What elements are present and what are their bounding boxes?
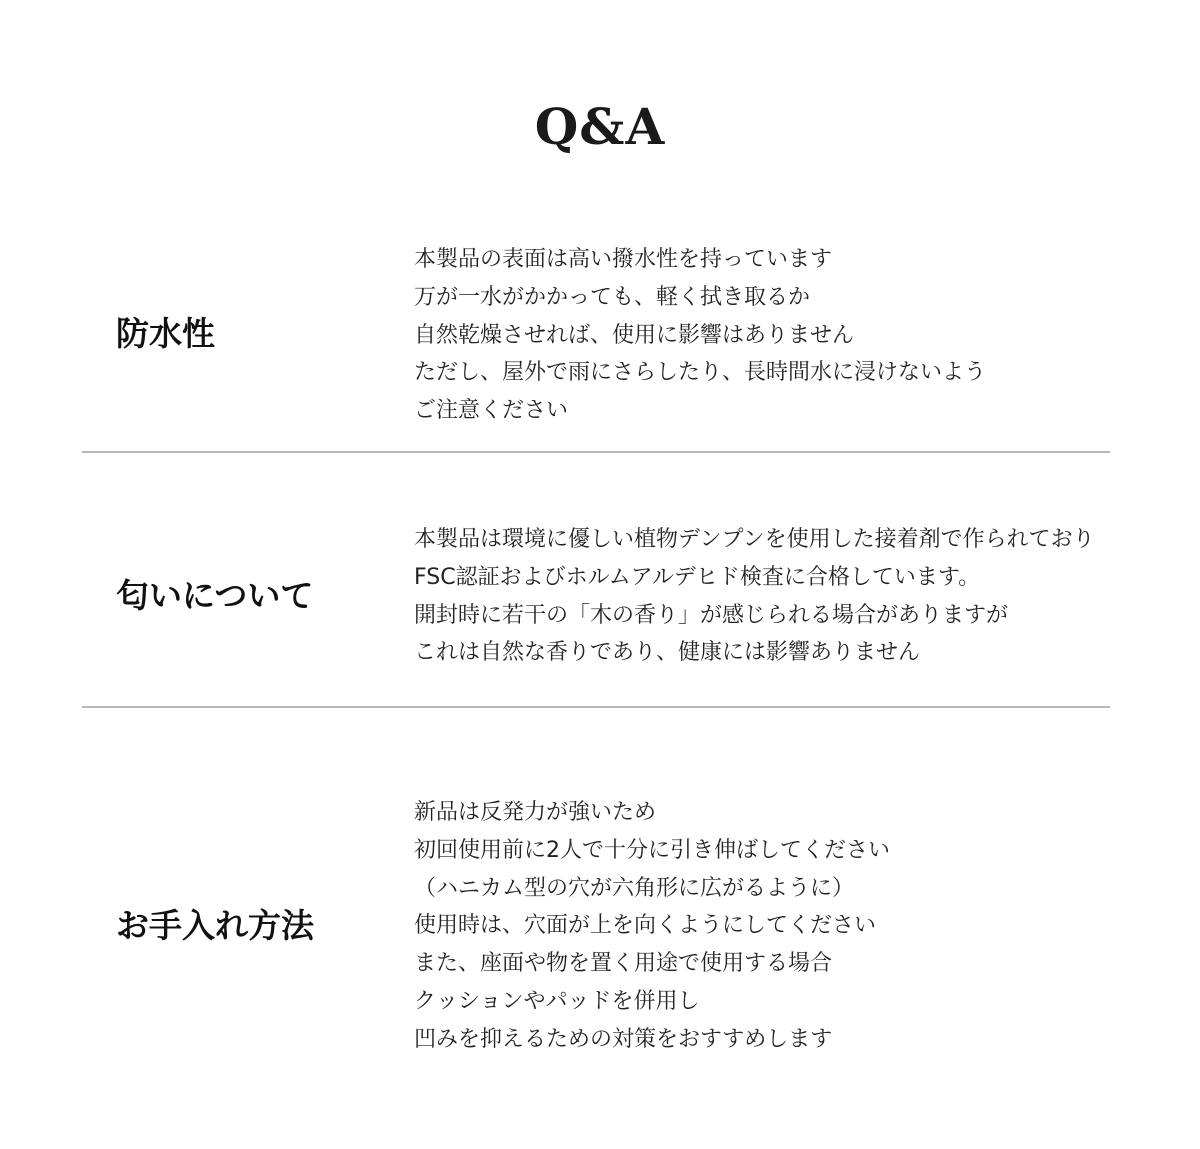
qa-answer-line: 使用時は、穴面が上を向くようにしてください bbox=[414, 913, 877, 939]
qa-answer-line: ご注意ください bbox=[414, 398, 569, 424]
qa-answer bbox=[414, 241, 1194, 430]
page-title: Q&A bbox=[534, 97, 666, 156]
qa-answer-line: FSC認証およびホルムアルデヒド検査に合格しています。 bbox=[414, 564, 981, 590]
qa-answer-line: また、座面や物を置く用途で使用する場合 bbox=[414, 951, 833, 977]
qa-answer-line: 新品は反発力が強いため bbox=[414, 800, 657, 825]
qa-answer-line: 万が一水がかかっても、軽く拭き取るか bbox=[414, 284, 811, 310]
divider bbox=[82, 706, 1110, 708]
qa-answer-line: 自然乾燥させれば、使用に影響はありません bbox=[414, 322, 855, 348]
qa-question: 防水性 bbox=[116, 314, 215, 353]
qa-answer-line: 本製品は環境に優しい植物デンプンを使用した接着剤で作られており bbox=[414, 527, 1095, 552]
qa-question: 匂いについて bbox=[116, 576, 314, 615]
qa-answer bbox=[414, 521, 1194, 672]
qa-answer-line: ただし、屋外で雨にさらしたり、長時間水に浸けないよう bbox=[414, 360, 987, 386]
qa-answer-line: 開封時に若干の「木の香り」が感じられる場合がありますが bbox=[414, 602, 1009, 628]
qa-answer-line: 凹みを抑えるための対策をおすすめします bbox=[414, 1026, 833, 1052]
qa-answer-line: 本製品の表面は高い撥水性を持っています bbox=[414, 247, 833, 272]
qa-question: お手入れ方法 bbox=[116, 906, 314, 945]
qa-answer-line: （ハニカム型の穴が六角形に広がるように） bbox=[414, 875, 855, 901]
qa-answer bbox=[414, 794, 1194, 1059]
qa-answer-line: これは自然な香りであり、健康には影響ありません bbox=[414, 640, 921, 666]
qa-answer-line: 初回使用前に2人で十分に引き伸ばしてください bbox=[414, 837, 890, 863]
divider bbox=[82, 451, 1110, 453]
qa-answer-line: クッションやパッドを併用し bbox=[414, 988, 700, 1014]
